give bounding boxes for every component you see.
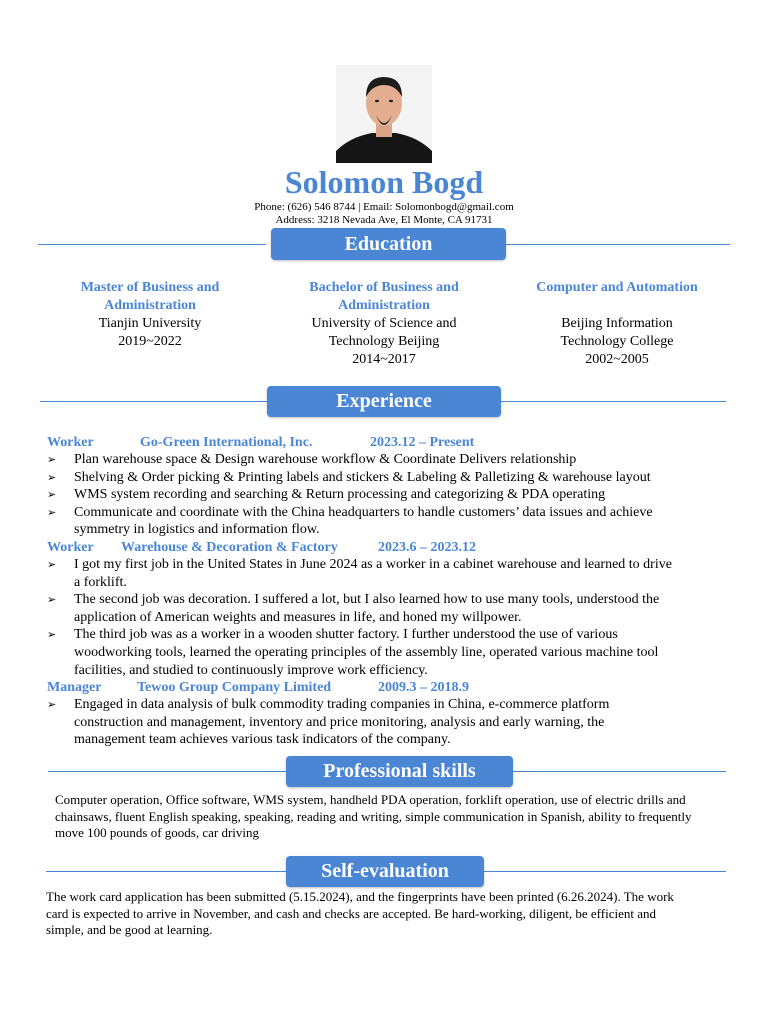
section-divider-right [512, 771, 726, 772]
study-years: 2019~2022 [118, 334, 182, 349]
school-name: Tianjin University [98, 316, 202, 331]
section-divider-right [506, 244, 730, 245]
section-title-self-evaluation: Self-evaluation [286, 856, 484, 887]
arrow-bullet-icon: ➢ [47, 593, 57, 607]
job-period: 2009.3 – 2018.9 [378, 680, 469, 696]
arrow-bullet-icon: ➢ [47, 557, 57, 571]
education-entry [60, 279, 240, 351]
job-duties [47, 696, 737, 749]
arrow-bullet-icon: ➢ [47, 453, 57, 466]
degree-title: Master of Business and [80, 280, 220, 295]
section-divider-right [500, 401, 726, 402]
address-line: Address: 3218 Nevada Ave, El Monte, CA 91731 [275, 214, 493, 226]
job-company: Go-Green International, Inc. [140, 435, 313, 450]
spacer [522, 297, 712, 315]
school-name: University of Science and [311, 316, 457, 331]
arrow-bullet-icon: ➢ [47, 505, 57, 519]
education-entry [522, 279, 712, 369]
degree-title: Bachelor of Business and [309, 280, 459, 295]
school-name: Beijing Information [561, 316, 673, 331]
job-role: Worker [47, 539, 94, 555]
list-item: ➢ WMS system recording and searching & Return processing and categorizing & PDA operating [47, 487, 606, 503]
arrow-bullet-icon: ➢ [47, 488, 57, 502]
candidate-name: Solomon Bogd [284, 164, 484, 200]
job-header [47, 434, 737, 451]
job-header [47, 679, 737, 696]
job-duties [47, 556, 737, 679]
section-title-skills: Professional skills [286, 756, 513, 787]
degree-title: Computer and Automation [536, 280, 698, 295]
section-divider-left [38, 244, 266, 245]
profile-photo [336, 65, 432, 163]
list-item: ➢ The second job was decoration. I suffered a lot, but I also learned how to use many tools, understood the application of American weights and measures in life, and honed my willpower. [47, 592, 660, 625]
job-company: Warehouse & Decoration & Factory [121, 539, 338, 555]
list-item: ➢ The third job was as a worker in a wooden shutter factory. I further understood the use of various woodworking tools, learned the operating principles of the assembly line, operated various machine tool facilities, and studied to continuously improve work efficiency. [47, 627, 659, 678]
self-evaluation-paragraph: The work card application has been submitted (5.15.2024), and the fingerprints have been printed (6.26.2024). The work card is expected to arrive in November, and cash and checks are accepted. Be hard-working, diligent, be efficient and simple, and be good at learning. [46, 889, 674, 938]
school-name: Technology Beijing [328, 334, 440, 349]
section-title-experience: Experience [267, 386, 501, 417]
section-divider-right [484, 871, 726, 872]
skills-paragraph: Computer operation, Office software, WMS system, handheld PDA operation, forklift operation, use of electric drills and chainsaws, fluent English speaking, speaking, reading and writing, simple communication in Spanish, ability to frequently move 100 pounds of goods, car driving [55, 792, 692, 841]
study-years: 2014~2017 [352, 352, 416, 367]
degree-title: Administration [338, 298, 430, 313]
list-item: ➢ Plan warehouse space & Design warehouse workflow & Coordinate Delivers relationship [47, 452, 577, 467]
job-period: 2023.12 – Present [370, 435, 475, 450]
job-header [47, 539, 737, 556]
job-duties [47, 451, 737, 539]
section-divider-left [48, 771, 286, 772]
experience-list [47, 434, 737, 749]
job-role: Worker [47, 435, 94, 450]
arrow-bullet-icon: ➢ [47, 470, 57, 484]
arrow-bullet-icon: ➢ [47, 698, 57, 712]
section-divider-left [40, 401, 268, 402]
list-item: ➢ I got my first job in the United States in June 2024 as a worker in a cabinet warehouse and learned to drive a forklift. [47, 556, 672, 590]
degree-title: Administration [104, 298, 196, 313]
list-item: ➢ Communicate and coordinate with the China headquarters to handle customers’ data issues and achieve symmetry in logistics and information flow. [47, 504, 653, 538]
job-company: Tewoo Group Company Limited [137, 680, 332, 696]
arrow-bullet-icon: ➢ [47, 628, 57, 642]
job-role: Manager [47, 680, 102, 696]
section-title-education: Education [271, 228, 506, 260]
school-name: Technology College [560, 334, 674, 349]
job-period: 2023.6 – 2023.12 [378, 539, 476, 555]
study-years: 2002~2005 [585, 352, 649, 367]
list-item: ➢ Engaged in data analysis of bulk commodity trading companies in China, e-commerce platform construction and management, inventory and price monitoring, analysis and early warning, the management team achieves various task indicators of the company. [47, 697, 610, 748]
list-item: ➢ Shelving & Order picking & Printing labels and stickers & Labeling & Palletizing & warehouse layout [47, 469, 651, 485]
section-divider-left [46, 871, 286, 872]
education-entry [294, 279, 474, 369]
contact-line: Phone: (626) 546 8744 | Email: Solomonbogd@gmail.com [254, 201, 514, 213]
